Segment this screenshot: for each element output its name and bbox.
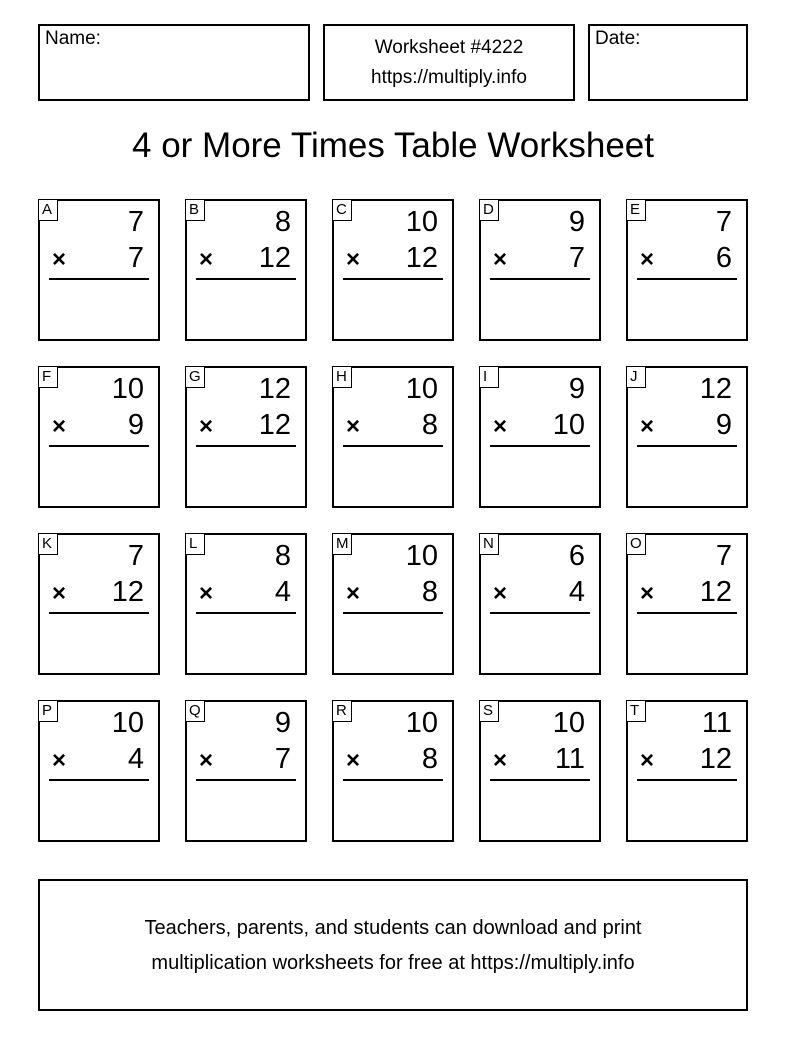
multiplicand: 8	[274, 540, 291, 572]
problem-letter: J	[626, 366, 646, 388]
problem-card[interactable]	[38, 366, 160, 508]
multiplier: 9	[715, 409, 732, 441]
multiply-sign: ×	[493, 413, 508, 440]
problem-card[interactable]	[185, 700, 307, 842]
multiply-sign: ×	[493, 580, 508, 607]
problem-letter: R	[332, 700, 352, 722]
multiply-sign: ×	[640, 580, 655, 607]
multiplier: 11	[554, 743, 585, 775]
multiply-sign: ×	[640, 747, 655, 774]
multiplier: 4	[568, 576, 585, 608]
problem-letter: A	[38, 199, 58, 221]
multiplicand: 8	[274, 206, 291, 238]
multiplier: 12	[111, 576, 144, 608]
multiplier: 7	[568, 242, 585, 274]
multiplicand: 7	[715, 540, 732, 572]
multiplier: 6	[715, 242, 732, 274]
answer-line	[343, 612, 443, 614]
problem-card[interactable]	[626, 199, 748, 341]
problem-card[interactable]	[479, 199, 601, 341]
multiplier: 9	[127, 409, 144, 441]
multiply-sign: ×	[493, 246, 508, 273]
footer-line-2: multiplication worksheets for free at https://multiply.info	[151, 952, 635, 974]
answer-line	[196, 278, 296, 280]
answer-line	[343, 779, 443, 781]
multiplier: 10	[552, 409, 585, 441]
multiply-sign: ×	[199, 413, 214, 440]
multiply-sign: ×	[199, 246, 214, 273]
problem-card[interactable]	[479, 533, 601, 675]
answer-line	[196, 445, 296, 447]
multiply-sign: ×	[346, 580, 361, 607]
footer-box	[38, 879, 748, 1011]
date-label: Date:	[595, 28, 641, 49]
multiply-sign: ×	[52, 413, 67, 440]
answer-line	[490, 779, 590, 781]
problem-letter: G	[185, 366, 205, 388]
multiplicand: 7	[715, 206, 732, 238]
multiplier: 4	[127, 743, 144, 775]
multiplicand: 12	[258, 373, 291, 405]
answer-line	[196, 779, 296, 781]
problem-letter: O	[626, 533, 646, 555]
problem-card[interactable]	[479, 366, 601, 508]
problem-card[interactable]	[332, 700, 454, 842]
multiplicand: 9	[568, 206, 585, 238]
multiplicand: 10	[552, 707, 585, 739]
problem-letter: I	[479, 366, 499, 388]
problem-letter: M	[332, 533, 352, 555]
answer-line	[637, 612, 737, 614]
multiplier: 12	[405, 242, 438, 274]
problem-card[interactable]	[185, 366, 307, 508]
answer-line	[49, 612, 149, 614]
multiplicand: 7	[127, 540, 144, 572]
problem-card[interactable]	[38, 533, 160, 675]
multiply-sign: ×	[346, 413, 361, 440]
multiply-sign: ×	[52, 246, 67, 273]
multiplicand: 9	[274, 707, 291, 739]
problem-card[interactable]	[332, 533, 454, 675]
problem-card[interactable]	[38, 700, 160, 842]
page-title: 4 or More Times Table Worksheet	[132, 126, 654, 165]
multiplicand: 10	[405, 540, 438, 572]
problem-card[interactable]	[626, 366, 748, 508]
problem-card[interactable]	[626, 700, 748, 842]
answer-line	[490, 612, 590, 614]
name-box[interactable]	[38, 24, 310, 101]
problem-card[interactable]	[38, 199, 160, 341]
multiplicand: 10	[111, 373, 144, 405]
multiply-sign: ×	[346, 747, 361, 774]
problem-letter: T	[626, 700, 646, 722]
problem-card[interactable]	[626, 533, 748, 675]
problem-card[interactable]	[332, 199, 454, 341]
problem-letter: F	[38, 366, 58, 388]
multiplicand: 10	[405, 206, 438, 238]
multiplicand: 7	[127, 206, 144, 238]
multiplicand: 10	[405, 707, 438, 739]
problem-letter: Q	[185, 700, 205, 722]
multiply-sign: ×	[199, 580, 214, 607]
answer-line	[49, 779, 149, 781]
answer-line	[49, 278, 149, 280]
answer-line	[490, 445, 590, 447]
problem-letter: D	[479, 199, 499, 221]
problem-card[interactable]	[332, 366, 454, 508]
multiplicand: 9	[568, 373, 585, 405]
multiplier: 8	[421, 576, 438, 608]
multiplier: 8	[421, 743, 438, 775]
answer-line	[637, 278, 737, 280]
multiplier: 12	[699, 576, 732, 608]
problem-letter: K	[38, 533, 58, 555]
problem-letter: S	[479, 700, 499, 722]
multiplicand: 12	[699, 373, 732, 405]
name-label: Name:	[45, 28, 101, 49]
problem-card[interactable]	[185, 199, 307, 341]
multiplicand: 10	[405, 373, 438, 405]
footer-line-1: Teachers, parents, and students can download and print	[144, 917, 642, 939]
multiplicand: 11	[701, 707, 732, 739]
answer-line	[196, 612, 296, 614]
multiply-sign: ×	[493, 747, 508, 774]
problem-letter: C	[332, 199, 352, 221]
answer-line	[343, 278, 443, 280]
multiplier: 8	[421, 409, 438, 441]
answer-line	[637, 779, 737, 781]
multiplier: 12	[258, 409, 291, 441]
date-box[interactable]	[588, 24, 748, 101]
multiply-sign: ×	[52, 747, 67, 774]
problem-letter: H	[332, 366, 352, 388]
problem-letter: B	[185, 199, 205, 221]
answer-line	[343, 445, 443, 447]
problem-card[interactable]	[185, 533, 307, 675]
multiply-sign: ×	[199, 747, 214, 774]
multiplier: 7	[274, 743, 291, 775]
problem-letter: N	[479, 533, 499, 555]
worksheet-url: https://multiply.info	[371, 67, 527, 88]
worksheet-info-box	[323, 24, 575, 101]
multiplier: 12	[258, 242, 291, 274]
multiplicand: 6	[568, 540, 585, 572]
answer-line	[637, 445, 737, 447]
problem-letter: P	[38, 700, 58, 722]
multiplier: 7	[127, 242, 144, 274]
multiply-sign: ×	[640, 413, 655, 440]
worksheet-number: Worksheet #4222	[374, 37, 524, 58]
problem-letter: E	[626, 199, 646, 221]
multiply-sign: ×	[346, 246, 361, 273]
multiply-sign: ×	[52, 580, 67, 607]
answer-line	[49, 445, 149, 447]
problem-card[interactable]	[479, 700, 601, 842]
multiplicand: 10	[111, 707, 144, 739]
multiply-sign: ×	[640, 246, 655, 273]
answer-line	[490, 278, 590, 280]
multiplier: 4	[274, 576, 291, 608]
problem-letter: L	[185, 533, 205, 555]
multiplier: 12	[699, 743, 732, 775]
